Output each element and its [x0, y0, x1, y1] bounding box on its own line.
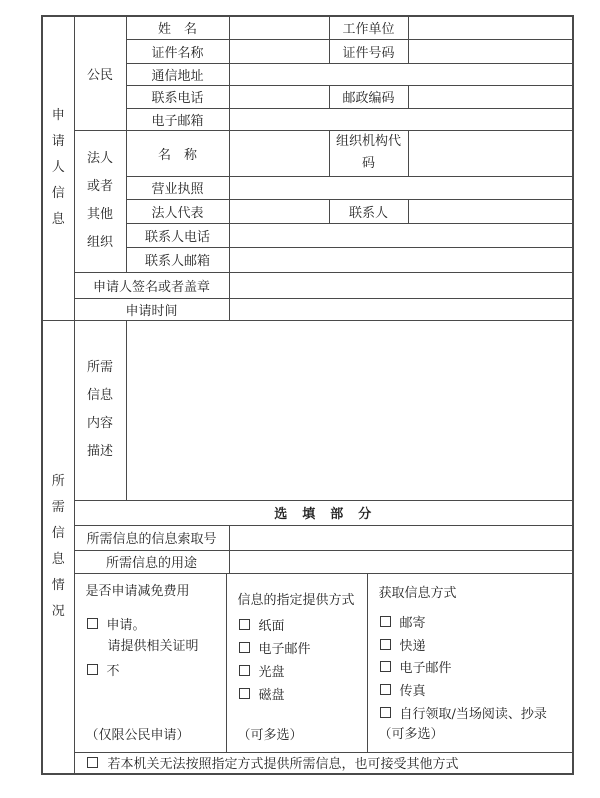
provide-method-option — [227, 682, 367, 705]
required-info-section-label-text: 所 需 信 息 情 况 — [51, 473, 65, 619]
obtain-email-checkbox[interactable] — [380, 661, 391, 672]
contact-phone-label: 联系人电话 — [126, 223, 229, 247]
obtain-method-footnote: （可多选） — [378, 727, 444, 743]
phone-value-cell[interactable] — [229, 85, 329, 108]
obtain-mail-label: 邮寄 — [399, 616, 426, 632]
provide-disk-checkbox[interactable] — [239, 688, 250, 699]
provide-method-option — [227, 613, 367, 636]
address-value-cell[interactable] — [229, 63, 573, 85]
required-info-section-label — [42, 320, 74, 774]
index-no-value-cell[interactable] — [229, 525, 573, 550]
purpose-label: 所需信息的用途 — [74, 550, 229, 573]
applicant-section-label-text: 申 请 人 信 息 — [51, 108, 65, 228]
provide-paper-label: 纸面 — [258, 618, 285, 634]
org-name-value-cell[interactable] — [229, 130, 329, 176]
obtain-fax-label: 传真 — [399, 684, 426, 700]
fee-waiver-no-checkbox[interactable] — [87, 664, 98, 675]
email-label: 电子邮箱 — [126, 108, 229, 130]
name-value-cell[interactable] — [229, 16, 329, 39]
index-no-label: 所需信息的信息索取号 — [74, 525, 229, 550]
fee-waiver-apply-checkbox[interactable] — [87, 618, 98, 629]
postcode-label: 邮政编码 — [329, 85, 408, 108]
apply-time-label: 申请时间 — [74, 298, 229, 320]
name-label: 姓 名 — [126, 16, 229, 39]
postcode-value-cell[interactable] — [408, 85, 573, 108]
contact-label: 联系人 — [329, 199, 408, 223]
obtain-fax-checkbox[interactable] — [380, 684, 391, 695]
contact-value-cell[interactable] — [408, 199, 573, 223]
fee-waiver-footnote: （仅限公民申请） — [85, 727, 190, 743]
obtain-method-option — [368, 611, 573, 634]
obtain-method-column — [368, 574, 573, 752]
purpose-value-cell[interactable] — [229, 550, 573, 573]
cert-name-label: 证件名称 — [126, 39, 229, 63]
provide-email-checkbox[interactable] — [239, 642, 250, 653]
obtain-self-pickup-checkbox[interactable] — [380, 707, 391, 718]
obtain-self-pickup-label: 自行领取/当场阅读、抄录 — [399, 706, 547, 722]
legal-group-label: 法人或者其他组织 — [74, 130, 126, 272]
application-form — [41, 15, 574, 775]
provide-method-footnote: （可多选） — [237, 727, 303, 743]
license-value-cell[interactable] — [229, 176, 573, 199]
other-method-note: 若本机关无法按照指定方式提供所需信息，也可接受其他方式 — [107, 757, 459, 773]
provide-cd-checkbox[interactable] — [239, 665, 250, 676]
provide-method-title: 信息的指定提供方式 — [237, 592, 355, 608]
fee-waiver-no-option — [75, 658, 226, 681]
signature-value-cell[interactable] — [229, 272, 573, 298]
provide-email-label: 电子邮件 — [258, 641, 311, 657]
fee-waiver-no-label: 不 — [106, 663, 120, 679]
options-columns — [75, 574, 573, 752]
other-method-row — [74, 752, 573, 774]
cert-no-label: 证件号码 — [329, 39, 408, 63]
legal-rep-label: 法人代表 — [126, 199, 229, 223]
email-value-cell[interactable] — [229, 108, 573, 130]
obtain-method-option — [368, 678, 573, 701]
provide-paper-checkbox[interactable] — [239, 619, 250, 630]
contact-email-value-cell[interactable] — [229, 247, 573, 272]
citizen-group-label: 公民 — [74, 16, 126, 130]
fee-waiver-apply-option — [75, 612, 226, 635]
signature-label: 申请人签名或者盖章 — [74, 272, 229, 298]
fee-waiver-column — [75, 574, 226, 752]
description-value-cell[interactable] — [126, 320, 573, 500]
applicant-section-label — [42, 16, 74, 320]
application-form-table — [41, 15, 574, 775]
org-code-value-cell[interactable] — [408, 130, 573, 176]
work-unit-label: 工作单位 — [329, 16, 408, 39]
obtain-method-option — [368, 633, 573, 656]
obtain-express-label: 快递 — [399, 638, 426, 654]
phone-label: 联系电话 — [126, 85, 229, 108]
obtain-method-option — [368, 701, 573, 724]
other-method-checkbox[interactable] — [87, 757, 98, 768]
cert-no-value-cell[interactable] — [408, 39, 573, 63]
contact-email-label: 联系人邮箱 — [126, 247, 229, 272]
provide-method-column — [226, 574, 368, 752]
obtain-method-title: 获取信息方式 — [378, 585, 457, 601]
obtain-email-label: 电子邮件 — [399, 661, 452, 677]
org-code-label: 组织机构代码 — [329, 130, 408, 176]
obtain-mail-checkbox[interactable] — [380, 616, 391, 627]
cert-name-value-cell[interactable] — [229, 39, 329, 63]
org-name-label: 名 称 — [126, 130, 229, 176]
provide-cd-label: 光盘 — [258, 664, 285, 680]
contact-phone-value-cell[interactable] — [229, 223, 573, 247]
apply-time-value-cell[interactable] — [229, 298, 573, 320]
legal-rep-value-cell[interactable] — [229, 199, 329, 223]
license-label: 营业执照 — [126, 176, 229, 199]
obtain-method-option — [368, 656, 573, 679]
options-row — [74, 573, 573, 752]
description-label: 所需信息内容描述 — [74, 320, 126, 500]
address-label: 通信地址 — [126, 63, 229, 85]
fee-waiver-apply-note: 请提供相关证明 — [107, 638, 199, 654]
fee-waiver-apply-label: 申请。 — [106, 617, 146, 633]
provide-method-option — [227, 636, 367, 659]
provide-method-option — [227, 659, 367, 682]
provide-disk-label: 磁盘 — [258, 687, 285, 703]
work-unit-value-cell[interactable] — [408, 16, 573, 39]
obtain-express-checkbox[interactable] — [380, 639, 391, 650]
fee-waiver-title: 是否申请减免费用 — [85, 583, 190, 599]
optional-section-header: 选 填 部 分 — [74, 500, 573, 525]
